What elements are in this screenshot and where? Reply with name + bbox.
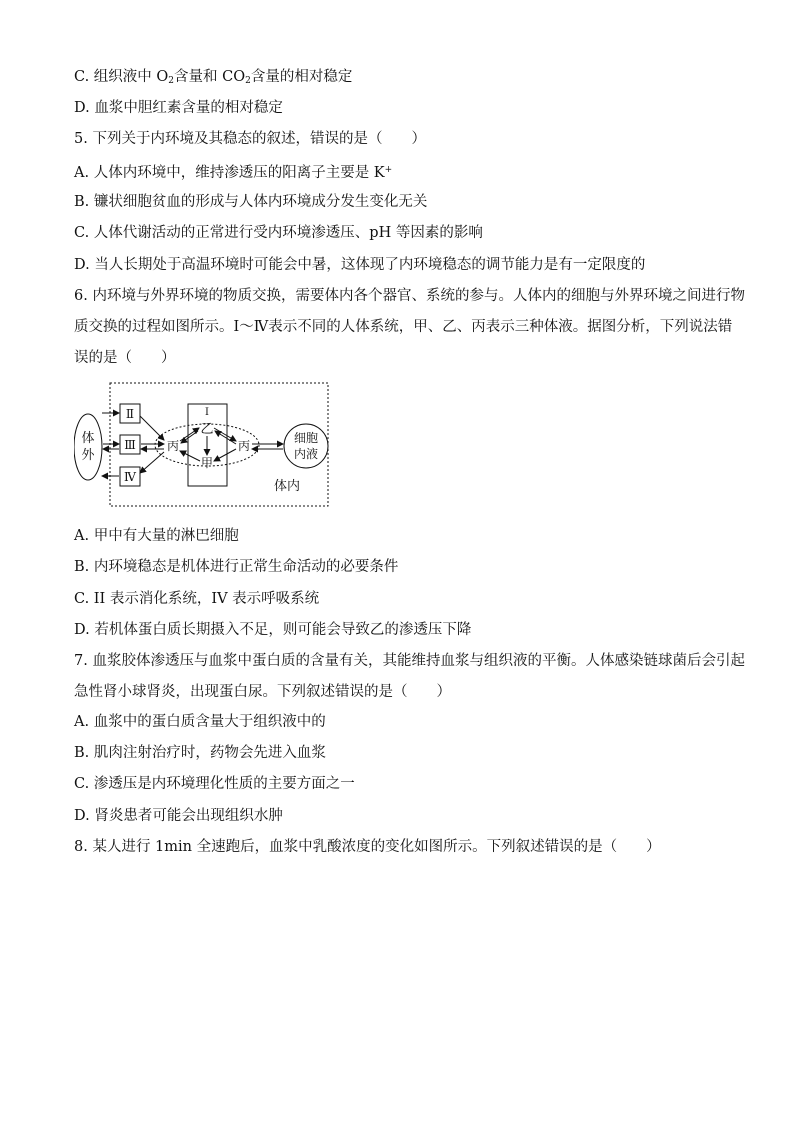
cell-label-2: 内液: [293, 447, 319, 461]
system-4-label: Ⅳ: [124, 470, 136, 484]
fluid-yi-label: 乙: [200, 422, 214, 437]
q5-option-a: A. 人体内环境中，维持渗透压的阳离子主要是 K+: [74, 165, 393, 181]
cell-label-1: 细胞: [293, 431, 319, 445]
q6-option-d: D. 若机体蛋白质长期摄入不足，则可能会导致乙的渗透压下降: [74, 622, 472, 638]
system-2-label: Ⅱ: [125, 407, 135, 421]
outside-label-2: 外: [81, 448, 95, 463]
q5-option-c: C. 人体代谢活动的正常进行受内环境渗透压、pH 等因素的影响: [74, 225, 483, 241]
outside-label-1: 体: [81, 431, 95, 446]
q7-option-c: C. 渗透压是内环境理化性质的主要方面之一: [74, 776, 355, 792]
body-fluid-exchange-diagram: [74, 381, 334, 511]
q5-option-d: D. 当人长期处于高温环境时可能会中暑，这体现了内环境稳态的调节能力是有一定限度的: [74, 257, 646, 273]
q4-option-d: D. 血浆中胆红素含量的相对稳定: [74, 100, 283, 116]
q7-stem-line-2: 急性肾小球肾炎，出现蛋白尿。下列叙述错误的是（ ）: [74, 684, 451, 700]
inside-body-label: 体内: [273, 479, 301, 494]
fluid-bing-right-label: 丙: [237, 439, 251, 453]
q7-stem-line-1: 7. 血浆胶体渗透压与血浆中蛋白质的含量有关，其能维持血浆与组织液的平衡。人体感染链球菌后会引起: [74, 653, 745, 669]
q6-option-a: A. 甲中有大量的淋巴细胞: [74, 528, 239, 544]
arrow-2-to-bing: [140, 416, 164, 440]
q7-option-d: D. 肾炎患者可能会出现组织水肿: [74, 808, 283, 824]
arrow-bing-to-4: [140, 452, 164, 473]
outside-environment-ellipse: [74, 414, 102, 480]
system-3-label: Ⅲ: [124, 438, 136, 452]
q6-stem-line-1: 6. 内环境与外界环境的物质交换，需要体内各个器官、系统的参与。人体内的细胞与外界环境之间进行物: [74, 288, 745, 304]
system-1-label: Ⅰ: [205, 407, 209, 418]
q6-option-c: C. II 表示消化系统，IV 表示呼吸系统: [74, 591, 320, 607]
q7-option-a: A. 血浆中的蛋白质含量大于组织液中的: [74, 714, 326, 730]
q6-option-b: B. 内环境稳态是机体进行正常生命活动的必要条件: [74, 559, 399, 575]
fluid-jia-label: 甲: [200, 456, 214, 470]
q8-stem: 8. 某人进行 1min 全速跑后，血浆中乳酸浓度的变化如图所示。下列叙述错误的是（ ）: [74, 839, 661, 855]
q6-stem-line-3: 误的是（ ）: [74, 350, 176, 366]
q5-stem: 5. 下列关于内环境及其稳态的叙述，错误的是（ ）: [74, 131, 426, 147]
q5-option-b: B. 镰状细胞贫血的形成与人体内环境成分发生变化无关: [74, 194, 428, 210]
q6-stem-line-2: 质交换的过程如图所示。Ⅰ～Ⅳ表示不同的人体系统，甲、乙、丙表示三种体液。据图分析，下列说法错: [74, 319, 733, 335]
q4-option-c: C. 组织液中 $O_2$含量和 $CO_2$含量的相对稳定: [74, 69, 353, 86]
fluid-bing-left-label: 丙: [166, 439, 180, 453]
q7-option-b: B. 肌肉注射治疗时，药物会先进入血浆: [74, 745, 326, 761]
